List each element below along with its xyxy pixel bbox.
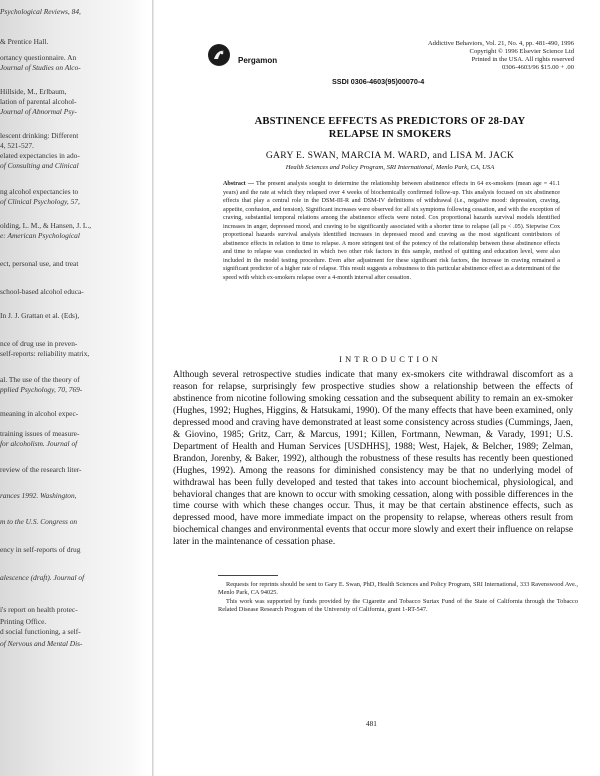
journal-line: Copyright © 1996 Elsevier Science Ltd: [469, 48, 574, 55]
previous-page-text-fragment: Journal of Abnormal Psy-: [0, 108, 77, 116]
abstract-block: [223, 180, 560, 282]
previous-page-text-fragment: training issues of measure-: [0, 430, 80, 438]
page-spine-shadow: [152, 0, 154, 776]
previous-page-text-fragment: ect, personal use, and treat: [0, 260, 79, 268]
author-affiliation: Health Sciences and Policy Program, SRI International, Menlo Park, CA, USA: [285, 164, 495, 171]
journal-page: [160, 0, 600, 776]
previous-page-text-fragment: In J. J. Grattan et al. (Eds),: [0, 312, 80, 320]
previous-page-text-fragment: nce of drug use in preven-: [0, 340, 78, 348]
previous-page-text-fragment: Printing Office.: [0, 618, 47, 626]
previous-page-text-fragment: 4, 521-527.: [0, 142, 34, 150]
journal-line: 0306-4603/96 $15.00 + .00: [501, 64, 574, 71]
footnote-divider: [218, 575, 278, 576]
previous-page-text-fragment: rances 1992. Washington,: [0, 492, 77, 500]
previous-page-text-fragment: Journal of Studies on Alco-: [0, 64, 81, 72]
journal-citation: [374, 40, 574, 72]
article-title: [200, 115, 580, 141]
previous-page-text-fragment: e: American Psychological: [0, 232, 80, 240]
publisher-name: Pergamon: [238, 56, 278, 65]
journal-line: Addictive Behaviors, Vol. 21, No. 4, pp. 481-490, 1996: [427, 40, 574, 47]
previous-page-text-fragment: school-based alcohol educa-: [0, 288, 84, 296]
page-number: 481: [366, 720, 377, 728]
previous-page-text-fragment: & Prentice Hall.: [0, 38, 49, 46]
previous-page-text-fragment: olding, L. M., & Hansen, J. L.,: [0, 222, 92, 230]
footnote-reprints: Requests for reprints should be sent to Gary E. Swan, PhD, Health Sciences and Policy Program, SRI International, 333 Ravenswood Ave., Menlo Park, CA 94025.: [218, 581, 578, 596]
previous-page-text-fragment: alescence (draft). Journal of: [0, 574, 85, 582]
previous-page-text-fragment: elated expectancies in ado-: [0, 152, 80, 160]
footnotes: [218, 581, 578, 615]
previous-page-text-fragment: i's report on health protec-: [0, 606, 78, 614]
footnote-funding: This work was supported by funds provided by the Cigarette and Tobacco Surtax Fund of the State of California through the Tobacco Related Disease Research Program of the University of California, grant 1-RT-547.: [218, 598, 578, 613]
title-line: ABSTINENCE EFFECTS AS PREDICTORS OF 28-DAY: [254, 116, 526, 127]
previous-page-text-fragment: ency in self-reports of drug: [0, 546, 81, 554]
author-list: GARY E. SWAN, MARCIA M. WARD, and LISA M. JACK: [265, 150, 515, 161]
abstract-label: Abstract —: [223, 181, 254, 187]
previous-page-text-fragment: lescent drinking: Different: [0, 132, 79, 140]
ssdi-identifier: SSDI 0306-4603(95)00070-4: [332, 77, 425, 86]
previous-page-text-fragment: meaning in alcohol expec-: [0, 410, 79, 418]
previous-page-text-fragment: pplied Psychology, 70, 769-: [0, 386, 83, 394]
previous-page-text-fragment: ortancy questionnaire. An: [0, 54, 77, 62]
previous-page-text-fragment: d social functioning, a self-: [0, 628, 81, 636]
previous-page-text-fragment: ng alcohol expectancies to: [0, 188, 79, 196]
journal-line: Printed in the USA. All rights reserved: [471, 56, 574, 63]
previous-page-text-fragment: al. The use of the theory of: [0, 376, 80, 384]
title-line: RELAPSE IN SMOKERS: [328, 129, 452, 140]
previous-page-text-fragment: Hillside, M., Erlbaum,: [0, 88, 67, 96]
introduction-paragraph: Although several retrospective studies indicate that many ex-smokers cite withdrawal discomfort as a reason for relapse, surprisingly few prospective studies show a relationship between the effects of abstinence from nicotine following smoking cessation and the subsequent ability to remain an ex-smoker (Hughes, 1992; Hughes, Higgins, & Hatsukami, 1990). Of the many effects that have been examined, only depressed mood and craving have demonstrated at least some consistency across studies (Cummings, Jaen, & Giovino, 1985; Gritz, Carr, & Marcus, 1991; Killen, Fortmann, Newman, & Varady, 1991; U.S. Department of Health and Human Services [USDHHS], 1988; West, Hajek, & Belcher, 1989; Zelman, Brandon, Jorenby, & Baker, 1992), although the robustness of these results has recently been questioned (Hughes, 1992). Among the reasons for diminished consistency may be that no underlying model of withdrawal has been fully developed and tested that takes into account biochemical, physiological, and behavioral changes that are known to occur with smoking cessation, along with possible differences in the time course with which these changes occur. Thus, it may be that certain abstinence effects, such as depressed mood, have more immediate impact on the propensity to relapse, whereas others result from biochemical changes and environmental events that occur more slowly and exert their influence on relapse later in the maintenance of cessation phase.: [173, 370, 573, 548]
previous-page-text-fragment: of Clinical Psychology, 57,: [0, 198, 80, 206]
previous-page-text-fragment: self-reports: reliability matrix,: [0, 350, 90, 358]
abstract-text: The present analysis sought to determine the relationship between abstinence effects in 64 ex-smokers (mean age = 41.1 years) and the rate at which they relapsed over 4 weeks of biochemically confirmed follow-up. This analysis focused on six abstinence effects that play a central role in the DSM-III-R and DSM-IV definitions of withdrawal (i.e., negative mood: depression, craving, appetite, confusion, and tension). Significant increases were observed for all six symptoms following cessation, and with the exception of craving, substantial temporal relations among the abstinence effects were noted. Cox proportional hazards survival models identified increases in anger, depressed mood, and craving to be significantly associated with a shorter time to relapse (all ps < .05). Stepwise Cox proportional hazards survival analysis identified increases in depressed mood and craving as the most significant contributors of abstinence effects in relation to time to relapse. A more stringent test of the potency of the relationship between these abstinence effects and time to relapse was conducted in which two other risk factors in this sample, method of quitting and education level, were also included in the model testing procedure. Even after adjustment for these significant risk factors, the increase in craving remained a significant predictor of a higher rate of relapse. This result suggests a robustness to this particular abstinence effect as a determinant of the speed with which ex-smokers relapse over a 4-month interval after cessation.: [223, 181, 561, 281]
previous-page-text-fragment: Psychological Reviews, 84,: [0, 8, 81, 16]
pergamon-logo-icon: [208, 44, 230, 66]
previous-page-text-fragment: of Consulting and Clinical: [0, 162, 79, 170]
section-heading: INTRODUCTION: [339, 355, 441, 364]
previous-page-text-fragment: for alcoholism. Journal of: [0, 440, 78, 448]
previous-page-text-fragment: of Nervous and Mental Dis-: [0, 640, 83, 648]
previous-page-text-fragment: m to the U.S. Congress on: [0, 518, 78, 526]
previous-page-text-fragment: lation of parental alcohol-: [0, 98, 77, 106]
previous-page-text-fragment: review of the research liter-: [0, 466, 82, 474]
previous-page-margin: [0, 0, 146, 776]
